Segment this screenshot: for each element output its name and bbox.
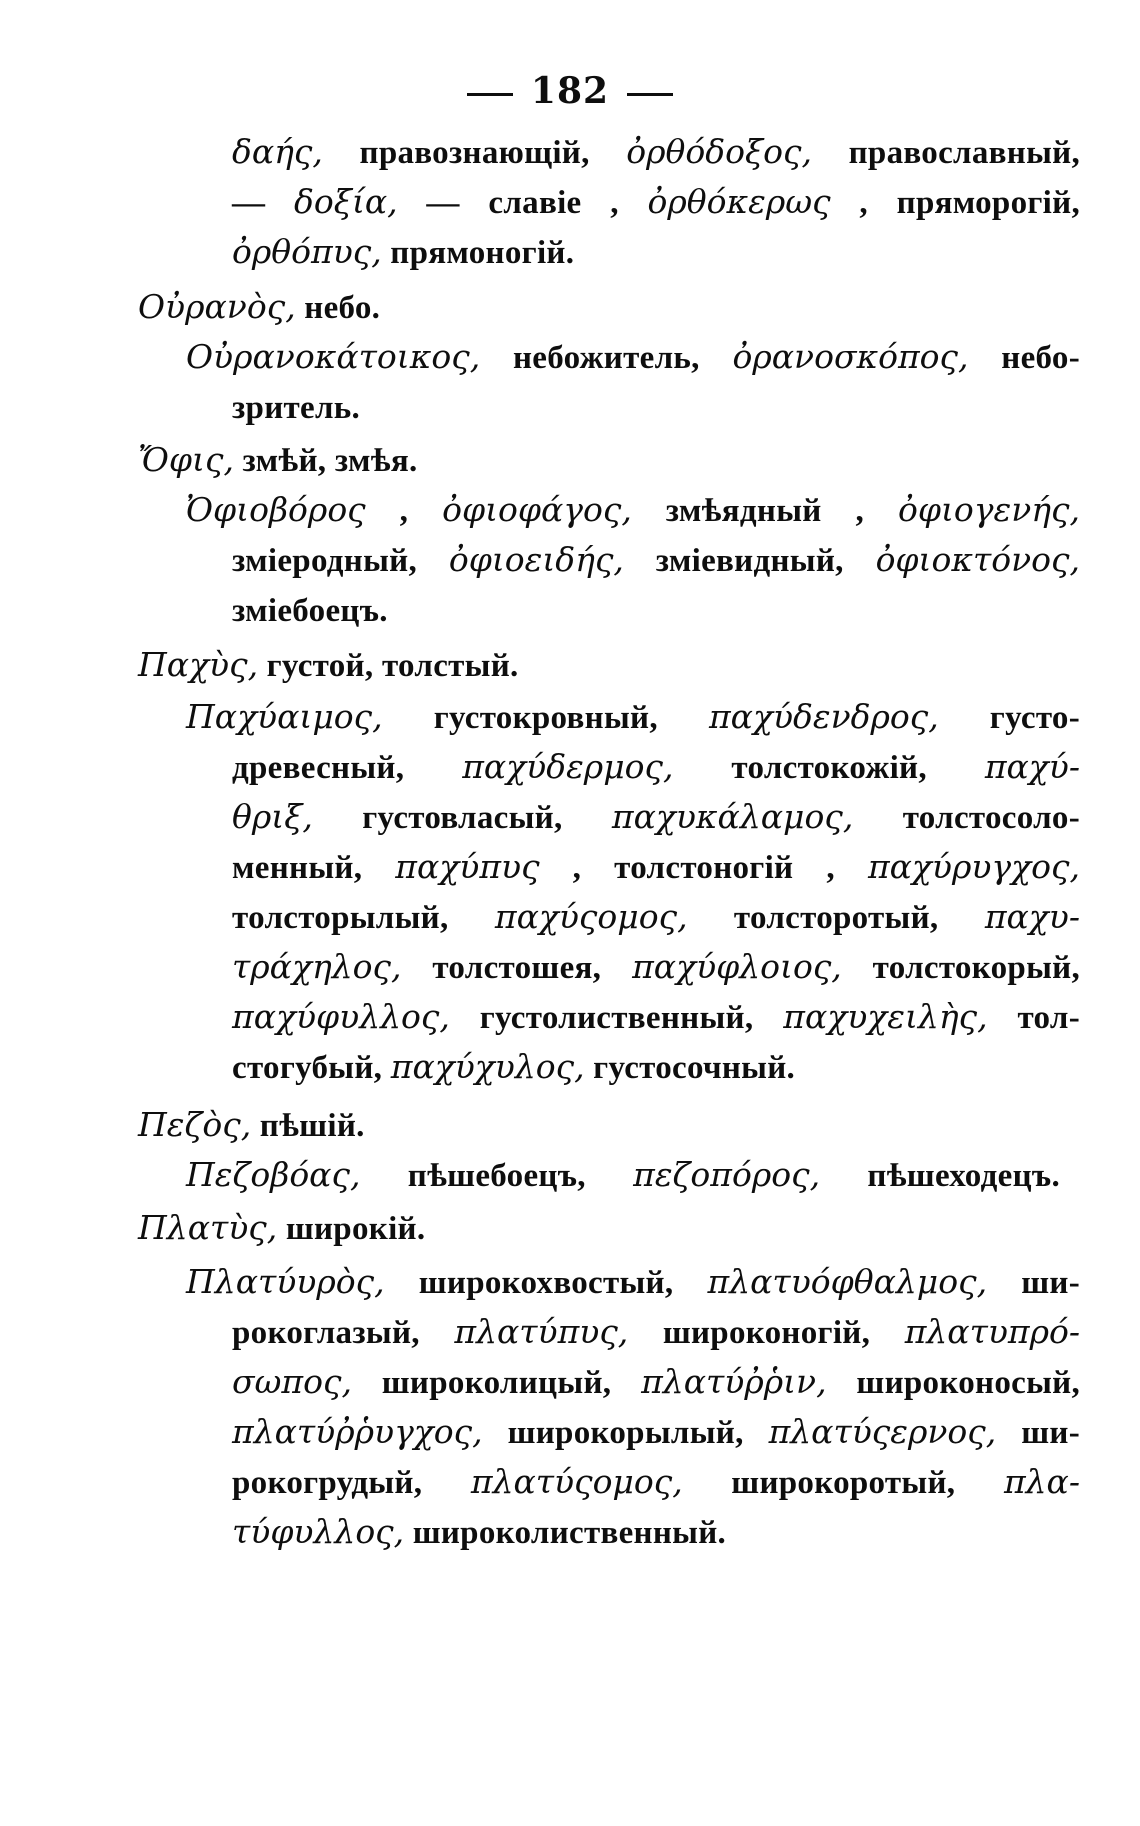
russian-text: небожитель, <box>480 340 733 376</box>
russian-text: — <box>232 185 295 221</box>
greek-word: ὀφιοφάγος, <box>442 490 632 529</box>
greek-word: παχυκάλαμος, <box>611 797 854 836</box>
russian-text: густовласый, <box>312 800 612 836</box>
russian-text: , <box>365 493 443 529</box>
greek-word: πλατύῤῥυγχος, <box>232 1412 483 1451</box>
header-dash-right <box>627 93 673 96</box>
russian-text: толстокорый, <box>841 950 1080 986</box>
greek-word: ὀρθόκερως <box>647 182 831 221</box>
text-line <box>186 697 1080 737</box>
text-line <box>232 997 1080 1037</box>
greek-word: Ὀφιοβόρος <box>186 490 366 529</box>
greek-word: παχύφλοιος, <box>632 947 842 986</box>
greek-word: πλατυόφθαλμος, <box>707 1262 988 1301</box>
greek-word: θριξ, <box>232 797 313 836</box>
russian-text: правознающій, <box>322 135 627 171</box>
text-line <box>232 232 574 272</box>
russian-text: густо- <box>938 700 1080 736</box>
russian-text: православный, <box>812 135 1080 171</box>
russian-text: , толстоногій , <box>539 850 868 886</box>
greek-word: δαής, <box>232 132 323 171</box>
greek-word: Πλατὺς, <box>138 1208 278 1247</box>
russian-text: небо- <box>968 340 1080 376</box>
text-line <box>138 1208 425 1248</box>
greek-word: Ὄφις, <box>138 440 234 479</box>
greek-word: ὀφιοειδής, <box>448 540 624 579</box>
text-line <box>232 747 1080 787</box>
greek-word: παχύρυγχος, <box>867 847 1080 886</box>
russian-text: древесный, <box>232 750 463 786</box>
russian-text: , пряморогій, <box>830 185 1081 221</box>
greek-word: Πλατύυρὸς, <box>186 1262 385 1301</box>
text-line <box>232 1362 1080 1402</box>
russian-text: пѣшебоецъ, <box>360 1158 634 1194</box>
greek-word: Οὐρανὸς, <box>138 287 296 326</box>
text-line <box>186 1155 1060 1195</box>
greek-word: πλα- <box>1003 1462 1080 1501</box>
russian-text: густосочный. <box>584 1050 796 1086</box>
text-line <box>232 947 1080 987</box>
greek-word: παχύφυλλος, <box>232 997 450 1036</box>
russian-text: ши- <box>987 1265 1080 1301</box>
text-line <box>232 540 1080 580</box>
text-line <box>186 490 1080 530</box>
greek-word: παχύδερμος, <box>462 747 674 786</box>
russian-text: широкоротый, <box>682 1465 1004 1501</box>
greek-word: Παχὺς, <box>138 645 259 684</box>
greek-word: Οὐρανοκάτοικος, <box>186 337 481 376</box>
text-line <box>232 1312 1080 1352</box>
text-line <box>232 1047 795 1087</box>
russian-text: небо. <box>295 290 381 326</box>
russian-text: ши- <box>996 1415 1080 1451</box>
russian-text: зміевидный, <box>623 543 876 579</box>
greek-word: δοξία, <box>294 182 398 221</box>
russian-text: зміебоецъ. <box>232 593 388 629</box>
russian-text: пѣшеходецъ. <box>820 1158 1060 1194</box>
text-line <box>186 337 1080 377</box>
greek-word: τύφυλλος, <box>232 1512 405 1551</box>
russian-text: толстосоло- <box>853 800 1080 836</box>
russian-text: тол- <box>987 1000 1080 1036</box>
greek-word: Πεζοβόας, <box>186 1155 361 1194</box>
russian-text: зміеродный, <box>232 543 449 579</box>
russian-text: прямоногій. <box>381 235 575 271</box>
text-line <box>138 287 380 327</box>
text-line <box>232 797 1080 837</box>
greek-word: παχυ- <box>984 897 1080 936</box>
russian-text: широколиственный. <box>404 1515 727 1551</box>
russian-text: толсторотый, <box>687 900 985 936</box>
text-line <box>232 1412 1080 1452</box>
russian-text: густой, толстый. <box>258 648 519 684</box>
text-line <box>232 387 360 427</box>
text-line <box>138 440 418 480</box>
russian-text: менный, <box>232 850 396 886</box>
russian-text: стогубый, <box>232 1050 391 1086</box>
russian-text: змѣядный , <box>631 493 898 529</box>
russian-text: зритель. <box>232 390 361 426</box>
greek-word: Πεζὸς, <box>138 1105 252 1144</box>
greek-word: πλατύῤῥιν, <box>641 1362 827 1401</box>
russian-text: густолиственный, <box>449 1000 784 1036</box>
russian-text: змѣй, змѣя. <box>233 443 418 479</box>
russian-text: рокоглазый, <box>232 1315 455 1351</box>
text-line <box>232 847 1080 887</box>
russian-text: — славіе , <box>397 185 648 221</box>
greek-word: πλατύπυς, <box>454 1312 629 1351</box>
greek-word: πλατύςερνος, <box>768 1412 997 1451</box>
greek-word: ὀρθόδοξος, <box>626 132 813 171</box>
header-dash-left <box>467 93 513 96</box>
greek-word: τράχηλος, <box>232 947 402 986</box>
text-line <box>232 590 388 630</box>
greek-word: ὀρθόπυς, <box>232 232 382 271</box>
page-number: 182 <box>530 70 610 112</box>
greek-word: ὀρανοσκόπος, <box>732 337 969 376</box>
russian-text: толсторылый, <box>232 900 495 936</box>
greek-word: παχύχυλος, <box>390 1047 585 1086</box>
greek-word: παχύπυς <box>395 847 540 886</box>
greek-word: παχύ- <box>984 747 1081 786</box>
russian-text: широкій. <box>277 1211 426 1247</box>
text-line <box>138 645 519 685</box>
greek-word: παχύδενδρος, <box>708 697 939 736</box>
page-header <box>0 70 1140 112</box>
greek-word: πεζοπόρος, <box>633 1155 821 1194</box>
text-line <box>138 1105 365 1145</box>
russian-text: широколицый, <box>351 1365 642 1401</box>
greek-word: σωπος, <box>232 1362 352 1401</box>
greek-word: παχυχειλὴς, <box>783 997 988 1036</box>
russian-text: широкохвостый, <box>384 1265 708 1301</box>
greek-word: ὀφιοκτόνος, <box>875 540 1081 579</box>
russian-text: рокогрудый, <box>232 1465 471 1501</box>
greek-word: πλατυπρό- <box>904 1312 1080 1351</box>
russian-text: толстокожій, <box>673 750 985 786</box>
greek-word: πλατύςομος, <box>470 1462 683 1501</box>
russian-text: широконогій, <box>628 1315 905 1351</box>
greek-word: ὀφιογενής, <box>898 490 1081 529</box>
greek-word: παχύςομος, <box>494 897 688 936</box>
text-line <box>232 1512 726 1552</box>
russian-text: густокровный, <box>382 700 709 736</box>
greek-word: Παχύαιμος, <box>186 697 383 736</box>
russian-text: толстошея, <box>401 950 633 986</box>
text-line <box>232 182 1080 222</box>
russian-text: широкорылый, <box>482 1415 769 1451</box>
russian-text: пѣшій. <box>251 1108 365 1144</box>
text-line <box>186 1262 1080 1302</box>
text-line <box>232 1462 1080 1502</box>
russian-text: широконосый, <box>826 1365 1080 1401</box>
text-line <box>232 897 1080 937</box>
text-line <box>232 132 1080 172</box>
